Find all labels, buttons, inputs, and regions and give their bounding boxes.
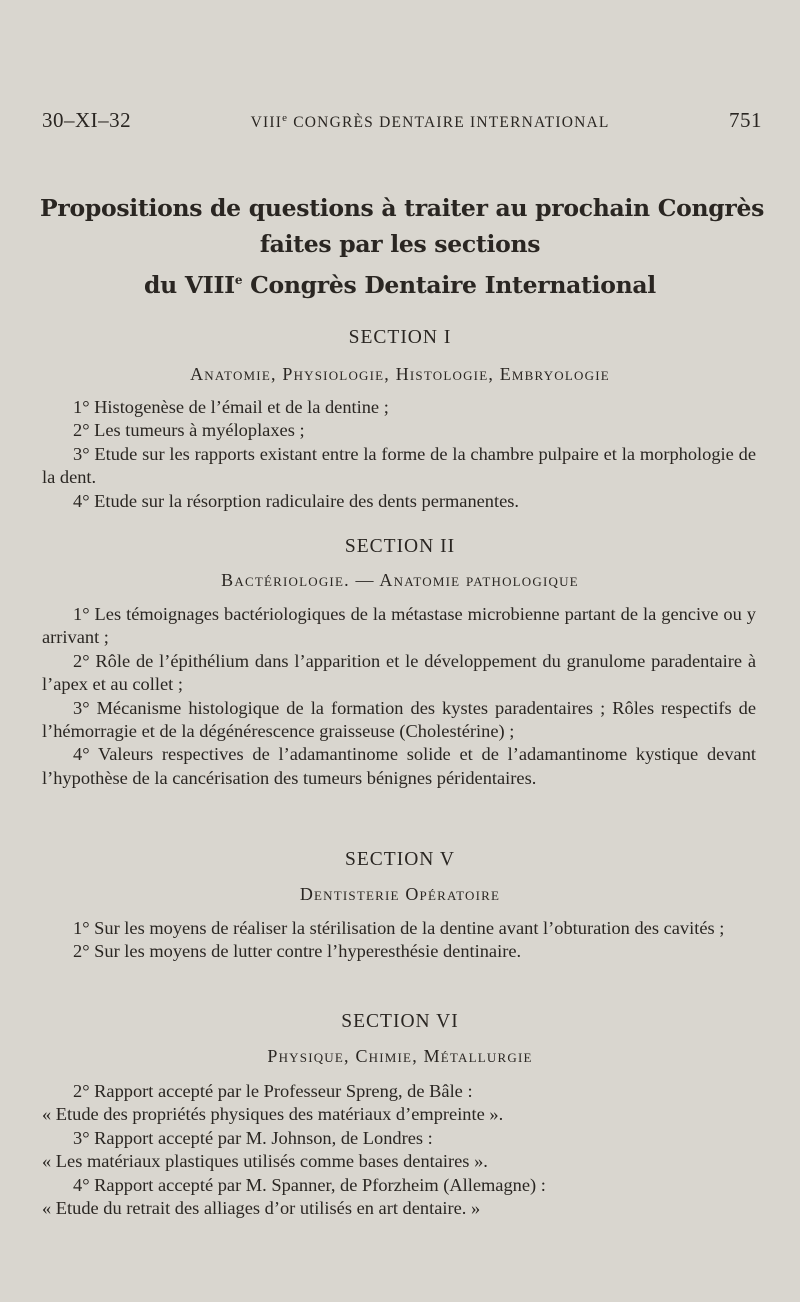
- list-item: « Etude du retrait des alliages d’or utilisés en art dentaire. »: [42, 1198, 481, 1219]
- list-item: 1° Sur les moyens de réaliser la stérilisation de la dentine avant l’obturation des cavités ;: [73, 918, 725, 938]
- section-2-heading: SECTION II: [344, 536, 456, 557]
- running-head: [42, 108, 762, 133]
- section-6-heading: SECTION VI: [341, 1011, 459, 1032]
- list-item: 2° Rapport accepté par le Professeur Spreng, de Bâle :: [73, 1081, 473, 1101]
- list-item: 4° Valeurs respectives de l’adamantinome solide et de l’adamantinome kystique devant l’hypothèse de la cancérisation des tumeurs bénignes péridentaires.: [42, 744, 756, 788]
- section-1-heading: SECTION I: [348, 327, 452, 348]
- page-title: [40, 190, 765, 303]
- list-item: 3° Etude sur les rapports existant entre la forme de la chambre pulpaire et la morphologie de la dent.: [42, 443, 756, 488]
- list-item: 4° Etude sur la résorption radiculaire des dents permanentes.: [73, 490, 520, 511]
- list-item: 2° Les tumeurs à myéloplaxes ;: [73, 420, 305, 441]
- list-item: 2° Sur les moyens de lutter contre l’hyperesthésie dentinaire.: [73, 941, 522, 962]
- section-5-subtitle: Dentisterie Opératoire: [299, 884, 501, 904]
- page-number: 751: [729, 108, 762, 132]
- list-item: 4° Rapport accepté par M. Spanner, de Pforzheim (Allemagne) :: [73, 1174, 546, 1195]
- section-6-items: [42, 1080, 756, 1220]
- title-line-2: faites par les sections: [259, 230, 541, 258]
- title-line-1: Propositions de questions à traiter au prochain Congrès: [40, 194, 765, 222]
- list-item: « Les matériaux plastiques utilisés comme bases dentaires ».: [42, 1151, 488, 1172]
- section-5-items: [42, 917, 756, 964]
- list-item: « Etude des propriétés physiques des matériaux d’empreinte ».: [42, 1104, 504, 1125]
- section-2-subtitle: Bactériologie. — Anatomie pathologique: [221, 570, 579, 590]
- section-5-heading: SECTION V: [345, 849, 455, 870]
- section-6-subtitle: Physique, Chimie, Métallurgie: [267, 1046, 533, 1066]
- list-item: 3° Mécanisme histologique de la formation des kystes paradentaires ; Rôles respectifs de l’hémorragie et de la dégénérescence graisseuse (Cholestérine) ;: [42, 697, 756, 742]
- section-1-items: [42, 396, 756, 513]
- list-item: 1° Histogenèse de l’émail et de la dentine ;: [73, 397, 389, 417]
- list-item: 2° Rôle de l’épithélium dans l’apparition et le développement du granulome paradentaire à l’apex et au collet ;: [42, 650, 756, 695]
- title-line-3: du VIIIe Congrès Dentaire International: [144, 270, 656, 299]
- header-date: 30–XI–32: [42, 108, 132, 132]
- list-item: 1° Les témoignages bactériologiques de la métastase microbienne partant de la gencive ou y arrivant ;: [42, 604, 756, 648]
- header-title: VIIIe CONGRÈS DENTAIRE INTERNATIONAL: [250, 111, 610, 131]
- section-2-items: [42, 603, 756, 790]
- list-item: 3° Rapport accepté par M. Johnson, de Londres :: [73, 1127, 433, 1148]
- section-1-subtitle: Anatomie, Physiologie, Histologie, Embryologie: [190, 364, 610, 384]
